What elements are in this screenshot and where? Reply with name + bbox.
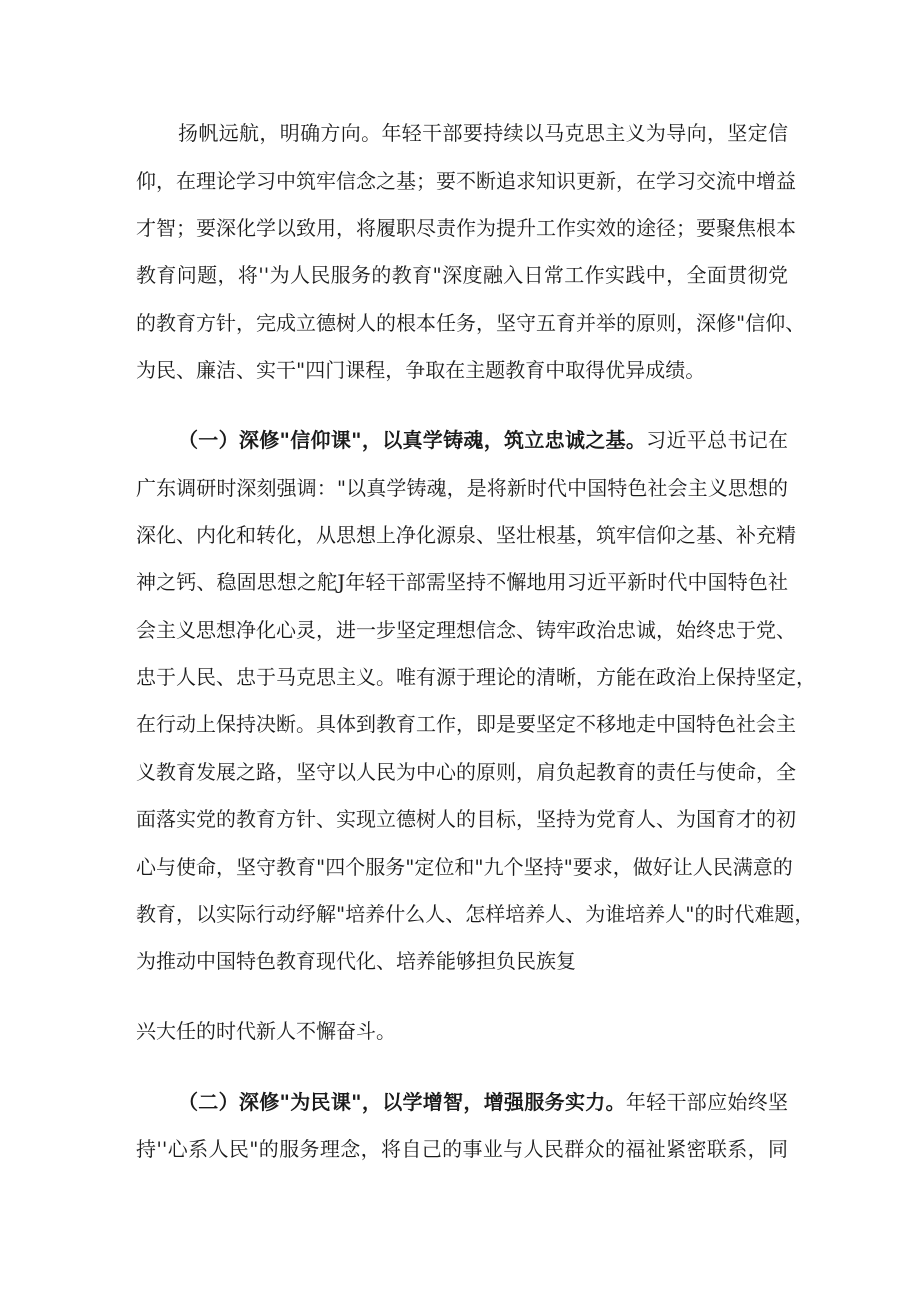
paragraph-2-line-7: 在行动上保持决断。具体到教育工作，即是要坚定不移地走中国特色社会主 bbox=[136, 712, 796, 736]
paragraph-2-line-5: 会主义思想净化心灵，进一步坚定理想信念、铸牢政治忠诚，始终忠于党、 bbox=[136, 618, 796, 642]
paragraph-1-line-4: 教育问题，将''为人民服务的教育"深度融入日常工作实践中，全面贯彻党 bbox=[136, 263, 788, 287]
paragraph-2-line-1 bbox=[178, 426, 788, 454]
paragraph-1-line-3: 才智；要深化学以致用，将履职尽责作为提升工作实效的途径；要聚焦根本 bbox=[136, 216, 796, 240]
paragraph-2-line-3: 深化、内化和转化，从思想上净化源泉、坚壮根基，筑牢信仰之基、补充精 bbox=[136, 523, 796, 547]
paragraph-2-line-9: 面落实党的教育方针、实现立德树人的目标，坚持为党育人、为国育才的初 bbox=[136, 807, 796, 831]
paragraph-2-line-6: 忠于人民、忠于马克思主义。唯有源于理论的清晰，方能在政治上保持坚定， bbox=[136, 665, 816, 689]
section-2-heading: （二）深修"为民课"，以学增智，增强服务实力。 bbox=[178, 1090, 626, 1114]
paragraph-2-line-13: 兴大任的时代新人不懈奋斗。 bbox=[136, 1019, 396, 1043]
paragraph-1-line-5: 的教育方针，完成立德树人的根本任务，坚守五育并举的原则，深修"信仰、 bbox=[136, 311, 806, 335]
section-1-heading: （一）深修"信仰课"，以真学铸魂，筑立忠诚之基。 bbox=[178, 428, 647, 452]
paragraph-2-line-2: 广东调研时深刻强调："以真学铸魂，是将新时代中国特色社会主义思想的 bbox=[136, 476, 788, 500]
paragraph-2-line-12: 为推动中国特色教育现代化、培养能够担负民族复 bbox=[136, 949, 576, 973]
paragraph-1-line-1: 扬帆远航，明确方向。年轻干部要持续以马克思主义为导向，坚定信 bbox=[178, 121, 788, 145]
paragraph-2-line-11: 教育，以实际行动纾解"培养什么人、怎样培养人、为谁培养人"的时代难题， bbox=[136, 902, 815, 926]
paragraph-3-line-1 bbox=[178, 1088, 788, 1116]
paragraph-1-line-2: 仰，在理论学习中筑牢信念之基；要不断追求知识更新，在学习交流中增益 bbox=[136, 169, 796, 193]
paragraph-3-line-2: 持''心系人民"的服务理念，将自己的事业与人民群众的福祉紧密联系，同 bbox=[136, 1137, 788, 1161]
paragraph-1-line-6: 为民、廉洁、实干"四门课程，争取在主题教育中取得优异成绩。 bbox=[136, 358, 706, 382]
section-1-text: 习近平总书记在 bbox=[646, 428, 789, 452]
section-2-text: 年轻干部应始终坚 bbox=[625, 1090, 788, 1114]
paragraph-2-line-10: 心与使命，坚守教育"四个服务"定位和"九个坚持"要求，做好让人民满意的 bbox=[136, 855, 793, 879]
paragraph-2-line-8: 义教育发展之路，坚守以人民为中心的原则，肩负起教育的责任与使命，全 bbox=[136, 760, 796, 784]
paragraph-2-line-4: 神之钙、稳固思想之舵J年轻干部需坚持不懈地用习近平新时代中国特色社 bbox=[136, 570, 788, 594]
